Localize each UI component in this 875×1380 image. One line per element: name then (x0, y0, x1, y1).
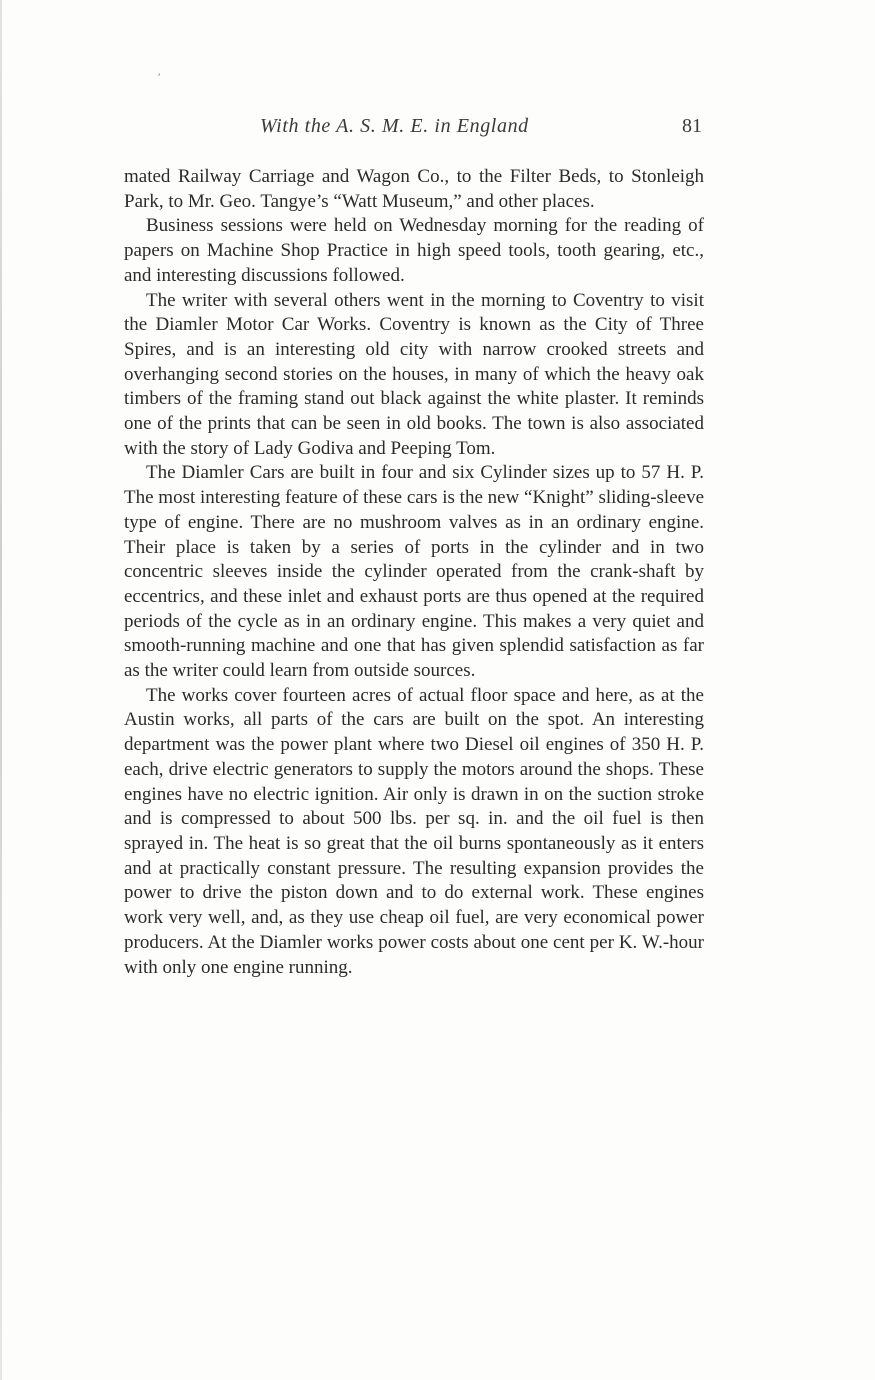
paragraph-works-power-plant: The works cover fourteen acres of actual floor space and here, as at the Austin works, all parts of the cars are built on the spot. An interesting department was the power plant where two Diesel oil engines of 350 H. P. each, drive electric generators to supply the motors around the shops. These engines have no electric ignition. Air only is drawn in on the suction stroke and is compressed to about 500 lbs. per sq. in. and the oil fuel is then sprayed in. The heat is so great that the oil burns spontaneously as it enters and at practically constant pressure. The resulting expansion provides the power to drive the piston down and to do external work. These engines work very well, and, as they use cheap oil fuel, are very economical power producers. At the Diamler works power costs about one cent per K. W.-hour with only one engine running. (124, 684, 704, 978)
body-text (124, 165, 704, 980)
paragraph-continued: mated Railway Carriage and Wagon Co., to the Filter Beds, to Stonleigh Park, to Mr. Geo. Tangye’s “Watt Museum,” and other places. (124, 166, 704, 212)
running-header (124, 115, 704, 143)
running-title: With the A. S. M. E. in England (260, 115, 529, 137)
paragraph-diamler-cars: The Diamler Cars are built in four and six Cylinder sizes up to 57 H. P. The most interesting feature of these cars is the new “Knight” sliding-sleeve type of engine. There are no mushroom valves as in an ordinary engine. Their place is taken by a series of ports in the cylinder and in two concentric sleeves inside the cylinder operated from the crank-shaft by eccentrics, and these inlet and exhaust ports are thus opened at the required periods of the cycle as in an ordinary engine. This makes a very quiet and smooth-running machine and one that has given splendid satisfaction as far as the writer could learn from outside sources. (124, 462, 704, 682)
paragraph-coventry-visit: The writer with several others went in the morning to Coventry to visit the Diamler Motor Car Works. Coventry is known as the City of Three Spires, and is an interesting old city with narrow crooked streets and overhanging second stories on the houses, in many of which the heavy oak timbers of the framing stand out black against the white plaster. It reminds one of the prints that can be seen in old books. The town is also associated with the story of Lady Godiva and Peeping Tom. (124, 289, 704, 459)
page-edge-shadow (0, 0, 2, 1380)
stray-ink-mark: ’ (153, 71, 162, 84)
paragraph-business-sessions: Business sessions were held on Wednesday morning for the reading of papers on Machine Shop Practice in high speed tools, tooth gearing, etc., and interesting discussions followed. (124, 215, 704, 286)
page-number: 81 (682, 115, 702, 137)
